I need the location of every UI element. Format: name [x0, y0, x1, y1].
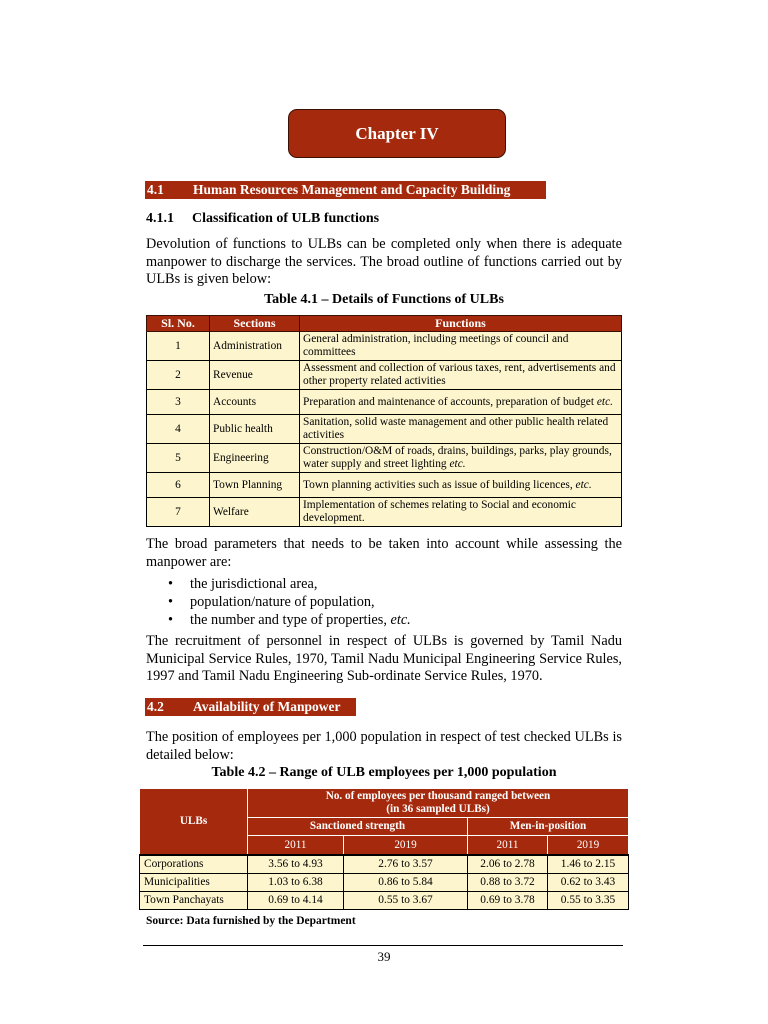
bullet-etc: etc. [390, 612, 411, 628]
cell-function [300, 361, 622, 390]
cell-function [300, 415, 622, 444]
cell-sl-no: 7 [147, 498, 210, 527]
cell-ulb-name: Town Panchayats [140, 891, 248, 909]
cell-function [300, 473, 622, 498]
table-row [147, 332, 622, 361]
cell-section: Town Planning [210, 473, 300, 498]
column-header-sanctioned: Sanctioned strength [248, 818, 468, 836]
range-header-line-1: No. of employees per thousand ranged between [325, 790, 551, 802]
bullet-text: population/nature of population, [190, 594, 375, 610]
cell-function [300, 444, 622, 473]
section-title: Availability of Manpower [193, 699, 341, 714]
footer-divider [143, 945, 623, 946]
table-row [140, 855, 629, 873]
cell-section: Engineering [210, 444, 300, 473]
column-header-sl-no: Sl. No. [147, 316, 210, 332]
function-text: Assessment and collection of various taxes, rent, advertisements and other property related activities [303, 362, 616, 387]
paragraph-devolution: Devolution of functions to ULBs can be completed only when there is adequate manpower to discharge the services. The broad outline of functions carried out by ULBs is given below: [146, 236, 622, 287]
cell-section: Accounts [210, 390, 300, 415]
function-text: Preparation and maintenance of accounts, preparation of budget [303, 395, 594, 408]
table-header-row [147, 316, 622, 332]
function-text: Town planning activities such as issue of building licences, [303, 478, 573, 491]
list-item [168, 593, 411, 611]
section-title: Human Resources Management and Capacity Building [193, 182, 511, 197]
subsection-title: Classification of ULB functions [192, 211, 380, 226]
list-item [168, 611, 411, 629]
table-header-row [140, 789, 629, 818]
section-number: 4.1 [147, 182, 164, 197]
range-header-line-2: (in 36 sampled ULBs) [386, 803, 490, 815]
table-row [147, 390, 622, 415]
paragraph-recruitment: The recruitment of personnel in respect of ULBs is governed by Tamil Nadu Municipal Service Rules, 1970, Tamil Nadu Municipal Engineering Service Rules, 1997 and Tamil Nadu Engineering Sub-ordinate Service Rules, 1970. [146, 633, 622, 684]
cell-value: 0.62 to 3.43 [548, 873, 629, 891]
cell-section: Welfare [210, 498, 300, 527]
bullet-text: the jurisdictional area, [190, 576, 318, 592]
subsection-heading-4-1-1 [146, 211, 379, 227]
cell-value: 2.06 to 2.78 [468, 855, 548, 873]
column-header-ulbs: ULBs [140, 789, 248, 856]
list-item [168, 575, 411, 593]
cell-sl-no: 4 [147, 415, 210, 444]
cell-value: 0.55 to 3.67 [344, 891, 468, 909]
paragraph-parameters: The broad parameters that needs to be taken into account while assessing the manpower are: [146, 536, 622, 570]
cell-section: Administration [210, 332, 300, 361]
table-row [147, 498, 622, 527]
cell-function [300, 390, 622, 415]
function-text: Implementation of schemes relating to Social and economic development. [303, 499, 576, 524]
section-heading-4-2 [145, 698, 356, 716]
column-header-year: 2011 [248, 836, 344, 856]
column-header-range [248, 789, 629, 818]
function-etc: etc. [596, 395, 613, 408]
cell-sl-no: 2 [147, 361, 210, 390]
parameter-list [168, 575, 411, 629]
table-row [147, 473, 622, 498]
cell-ulb-name: Corporations [140, 855, 248, 873]
cell-section: Revenue [210, 361, 300, 390]
column-header-year: 2019 [548, 836, 629, 856]
function-etc: etc. [449, 458, 466, 470]
cell-value: 0.69 to 4.14 [248, 891, 344, 909]
table-row [147, 444, 622, 473]
section-heading-4-1 [145, 181, 546, 199]
table-row [140, 873, 629, 891]
paragraph-position: The position of employees per 1,000 population in respect of test checked ULBs is detailed below: [146, 729, 622, 763]
cell-sl-no: 5 [147, 444, 210, 473]
column-header-men-in-position: Men-in-position [468, 818, 629, 836]
chapter-title: Chapter IV [355, 123, 439, 143]
function-text: Construction/O&M of roads, drains, buildings, parks, play grounds, water supply and street lighting [303, 445, 612, 470]
cell-function [300, 498, 622, 527]
cell-section: Public health [210, 415, 300, 444]
cell-value: 0.69 to 3.78 [468, 891, 548, 909]
section-number: 4.2 [147, 699, 164, 714]
table-4-1 [146, 315, 622, 527]
table-4-2 [139, 788, 629, 910]
column-header-year: 2011 [468, 836, 548, 856]
subsection-number: 4.1.1 [146, 211, 174, 226]
cell-value: 3.56 to 4.93 [248, 855, 344, 873]
source-note: Source: Data furnished by the Department [146, 915, 356, 927]
function-text: General administration, including meetings of council and committees [303, 333, 569, 358]
cell-value: 1.03 to 6.38 [248, 873, 344, 891]
table-row [147, 361, 622, 390]
cell-sl-no: 1 [147, 332, 210, 361]
cell-sl-no: 6 [147, 473, 210, 498]
cell-value: 1.46 to 2.15 [548, 855, 629, 873]
cell-value: 0.88 to 3.72 [468, 873, 548, 891]
table-4-2-caption: Table 4.2 – Range of ULB employees per 1,000 population [211, 765, 557, 780]
cell-ulb-name: Municipalities [140, 873, 248, 891]
function-etc: etc. [575, 478, 592, 491]
chapter-title-box [288, 109, 506, 158]
column-header-sections: Sections [210, 316, 300, 332]
cell-sl-no: 3 [147, 390, 210, 415]
cell-value: 0.55 to 3.35 [548, 891, 629, 909]
cell-function [300, 332, 622, 361]
table-4-1-caption: Table 4.1 – Details of Functions of ULBs [264, 292, 504, 307]
page-number: 39 [377, 949, 391, 964]
column-header-year: 2019 [344, 836, 468, 856]
function-text: Sanitation, solid waste management and other public health related activities [303, 416, 609, 441]
table-row [140, 891, 629, 909]
cell-value: 2.76 to 3.57 [344, 855, 468, 873]
table-row [147, 415, 622, 444]
bullet-text: the number and type of properties, [190, 612, 391, 628]
column-header-functions: Functions [300, 316, 622, 332]
cell-value: 0.86 to 5.84 [344, 873, 468, 891]
